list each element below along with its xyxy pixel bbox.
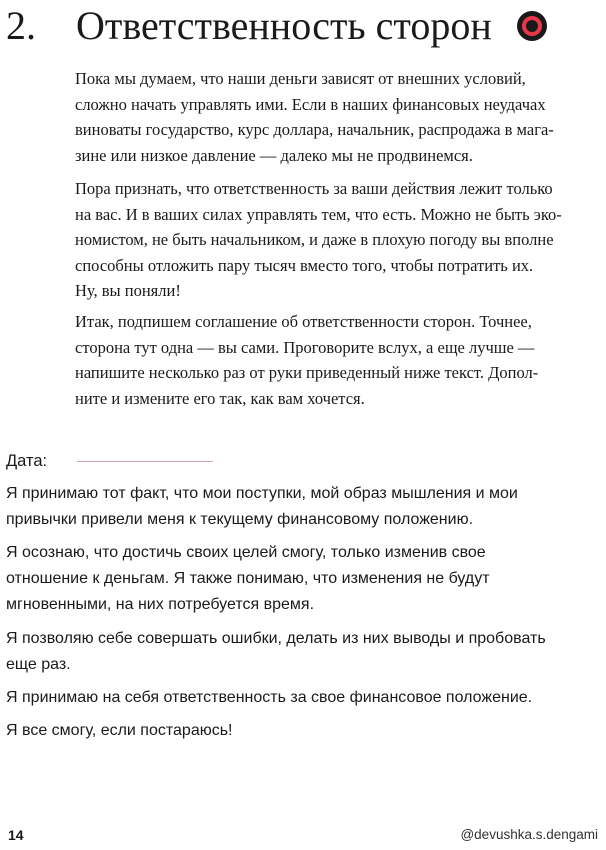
statement-2 [6, 540, 604, 618]
text-line: виноваты государство, курс доллара, начальник, распродажа в мага- [75, 120, 554, 140]
section-heading [4, 0, 604, 56]
text-line: Я осознаю, что достичь своих целей смогу, только изменив свое [6, 544, 486, 561]
statement-5 [6, 718, 604, 744]
text-line: еще раз. [6, 656, 71, 673]
section-number: 2. [6, 3, 36, 48]
text-line: мгновенными, на них потребуется время. [6, 596, 315, 613]
text-line: Пока мы думаем, что наши деньги зависят от внешних условий, [75, 69, 526, 88]
text-line: Пора признать, что ответственность за ваши действия лежит только [75, 179, 553, 198]
text-line: Я принимаю тот факт, что мои поступки, мой образ мышления и мои [6, 485, 518, 502]
statement-3 [6, 626, 604, 678]
text-line: сторона тут одна — вы сами. Проговорите вслух, а еще лучше — [75, 337, 535, 357]
text-line: Ну, вы поняли! [75, 281, 181, 301]
text-line: сложно начать управлять ими. Если в наших финансовых неудачах [75, 94, 546, 114]
page-title: Ответственность сторон [76, 3, 492, 48]
intro-paragraph-1 [75, 66, 605, 168]
text-line: способны отложить пару тысяч вместо того, чтобы потратить их. [75, 255, 534, 275]
target-icon [516, 10, 548, 42]
page-number: 14 [8, 827, 24, 843]
statement-1 [6, 481, 604, 533]
text-line: ните и измените его так, как вам хочется. [75, 388, 365, 408]
text-line: Я принимаю на себя ответственность за свое финансовое положение. [6, 689, 533, 706]
text-line: на вас. И в ваших силах управлять тем, что есть. Можно не быть эко- [75, 204, 562, 224]
date-blank-line [77, 461, 213, 462]
text-line: напишите несколько раз от руки приведенный ниже текст. Допол- [75, 363, 539, 383]
author-handle: @devushka.s.dengami [460, 827, 598, 842]
date-field [6, 448, 306, 476]
text-line: привычки привели меня к текущему финансовому положению. [6, 511, 474, 528]
text-line: Я позволяю себе совершать ошибки, делать из них выводы и пробовать [6, 630, 546, 647]
text-line: отношение к деньгам. Я также понимаю, что изменения не будут [6, 570, 490, 587]
date-label: Дата: [6, 452, 48, 470]
intro-paragraph-3 [75, 309, 605, 411]
statement-4 [6, 685, 604, 711]
text-line: зине или низкое давление — далеко мы не продвинемся. [75, 145, 473, 165]
text-line: номистом, не быть начальником, и даже в плохую погоду вы вполне [75, 230, 554, 250]
text-line: Итак, подпишем соглашение об ответственности сторон. Точнее, [75, 312, 532, 331]
intro-paragraph-2 [75, 176, 605, 304]
text-line: Я все смогу, если постараюсь! [6, 722, 233, 739]
